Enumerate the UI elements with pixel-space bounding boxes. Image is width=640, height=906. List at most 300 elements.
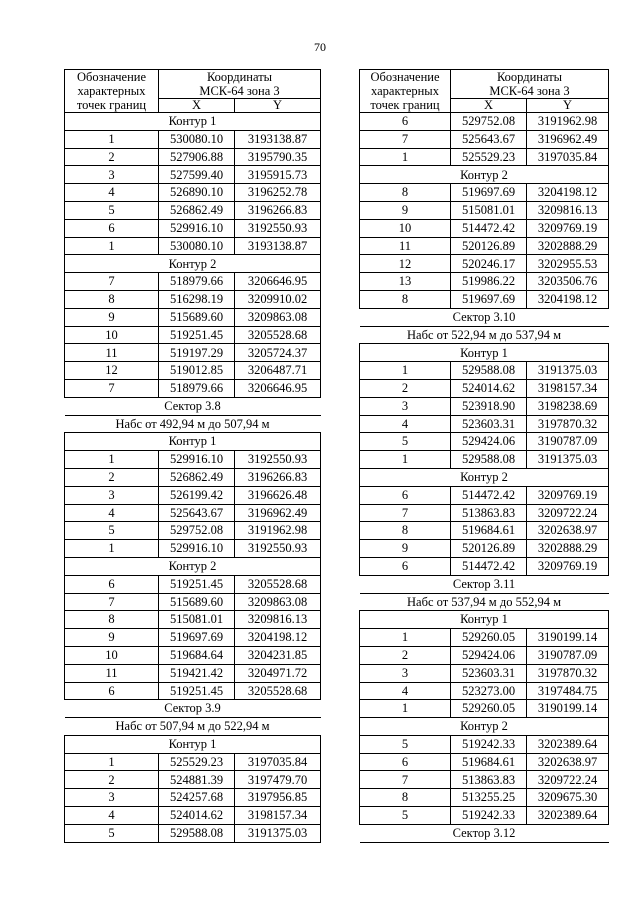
contour-label: Контур 2 [360, 468, 609, 486]
table-row [65, 290, 321, 308]
table-row [360, 753, 609, 771]
table-row [65, 486, 321, 504]
contour-row [360, 166, 609, 184]
y-coordinate-cell: 3197870.32 [527, 415, 609, 433]
y-coordinate-cell: 3190199.14 [527, 700, 609, 718]
page-number: 70 [314, 40, 326, 54]
y-coordinate-cell: 3206646.95 [235, 273, 321, 291]
contour-row [360, 344, 609, 362]
y-coordinate-cell: 3202389.64 [527, 735, 609, 753]
x-coordinate-cell: 515081.01 [451, 201, 527, 219]
x-coordinate-cell: 513255.25 [451, 789, 527, 807]
x-coordinate-cell: 519986.22 [451, 273, 527, 291]
coordinates-table-left [64, 69, 321, 843]
table-row [360, 397, 609, 415]
point-id-cell: 7 [65, 273, 159, 291]
x-coordinate-cell: 519251.45 [159, 575, 235, 593]
point-id-cell: 2 [65, 468, 159, 486]
x-coordinate-cell: 519242.33 [451, 807, 527, 825]
point-id-cell: 4 [65, 807, 159, 825]
x-coordinate-cell: 519697.69 [451, 290, 527, 308]
table-row [65, 148, 321, 166]
point-id-cell: 9 [360, 540, 451, 558]
x-coordinate-cell: 518979.66 [159, 273, 235, 291]
header-coordinates-title: Координаты [206, 70, 273, 85]
header-coordinates [451, 70, 609, 99]
point-id-cell: 1 [65, 540, 159, 558]
y-coordinate-cell: 3196626.48 [235, 486, 321, 504]
table-row [360, 379, 609, 397]
y-coordinate-cell: 3204198.12 [527, 290, 609, 308]
table-row [360, 807, 609, 825]
sector-label: Сектор 3.9 [65, 700, 321, 718]
point-id-cell: 7 [360, 130, 451, 148]
y-coordinate-cell: 3209910.02 [235, 290, 321, 308]
header-x: X [451, 99, 527, 113]
table-row [360, 646, 609, 664]
y-coordinate-cell: 3202888.29 [527, 540, 609, 558]
header-point-designation [65, 70, 159, 113]
y-coordinate-cell: 3209722.24 [527, 771, 609, 789]
point-id-cell: 6 [360, 753, 451, 771]
point-id-cell: 2 [65, 771, 159, 789]
y-coordinate-cell: 3196252.78 [235, 184, 321, 202]
y-coordinate-cell: 3198157.34 [527, 379, 609, 397]
point-id-cell: 5 [65, 522, 159, 540]
header-y: Y [527, 99, 609, 113]
y-coordinate-cell: 3209863.08 [235, 308, 321, 326]
y-coordinate-cell: 3202638.97 [527, 753, 609, 771]
y-coordinate-cell: 3202888.29 [527, 237, 609, 255]
point-id-cell: 5 [65, 824, 159, 842]
y-coordinate-cell: 3202638.97 [527, 522, 609, 540]
table-row [360, 290, 609, 308]
x-coordinate-cell: 515081.01 [159, 611, 235, 629]
table-row [360, 255, 609, 273]
y-coordinate-cell: 3203506.76 [527, 273, 609, 291]
x-coordinate-cell: 529588.08 [159, 824, 235, 842]
point-id-cell: 6 [360, 557, 451, 575]
point-id-cell: 5 [360, 807, 451, 825]
sector-label: Сектор 3.10 [360, 308, 609, 326]
y-coordinate-cell: 3198238.69 [527, 397, 609, 415]
table-row [360, 273, 609, 291]
point-id-cell: 9 [360, 201, 451, 219]
contour-row [65, 113, 321, 131]
x-coordinate-cell: 519251.45 [159, 326, 235, 344]
header-coordinates-title: Координаты [496, 70, 563, 85]
table-row [360, 557, 609, 575]
x-coordinate-cell: 515689.60 [159, 593, 235, 611]
table-row [360, 113, 609, 131]
point-id-cell: 4 [65, 504, 159, 522]
point-id-cell: 8 [360, 184, 451, 202]
y-coordinate-cell: 3191962.98 [527, 113, 609, 131]
y-coordinate-cell: 3204198.12 [235, 629, 321, 647]
y-coordinate-cell: 3206487.71 [235, 362, 321, 380]
table-row [65, 771, 321, 789]
x-coordinate-cell: 520126.89 [451, 237, 527, 255]
table-row [65, 130, 321, 148]
table-row [360, 682, 609, 700]
point-id-cell: 4 [360, 682, 451, 700]
sector-row [360, 575, 609, 593]
x-coordinate-cell: 519251.45 [159, 682, 235, 700]
point-id-cell: 4 [360, 415, 451, 433]
point-id-cell: 10 [65, 646, 159, 664]
point-id-cell: 13 [360, 273, 451, 291]
sector-row [360, 326, 609, 344]
x-coordinate-cell: 513863.83 [451, 504, 527, 522]
contour-label: Контур 2 [360, 718, 609, 736]
x-coordinate-cell: 525529.23 [159, 753, 235, 771]
sector-label: Набс от 522,94 м до 537,94 м [360, 326, 609, 344]
table-row [360, 130, 609, 148]
point-id-cell: 11 [360, 237, 451, 255]
contour-row [360, 718, 609, 736]
point-id-cell: 8 [65, 611, 159, 629]
y-coordinate-cell: 3209769.19 [527, 557, 609, 575]
y-coordinate-cell: 3192550.93 [235, 219, 321, 237]
sector-label: Набс от 507,94 м до 522,94 м [65, 718, 321, 736]
x-coordinate-cell: 513863.83 [451, 771, 527, 789]
table-row [65, 575, 321, 593]
point-id-cell: 2 [65, 148, 159, 166]
y-coordinate-cell: 3204971.72 [235, 664, 321, 682]
point-id-cell: 8 [360, 522, 451, 540]
x-coordinate-cell: 518979.66 [159, 379, 235, 397]
x-coordinate-cell: 519684.61 [451, 753, 527, 771]
y-coordinate-cell: 3205528.68 [235, 575, 321, 593]
y-coordinate-cell: 3209816.13 [235, 611, 321, 629]
y-coordinate-cell: 3198157.34 [235, 807, 321, 825]
y-coordinate-cell: 3209769.19 [527, 486, 609, 504]
y-coordinate-cell: 3191375.03 [235, 824, 321, 842]
x-coordinate-cell: 530080.10 [159, 237, 235, 255]
sector-row [360, 824, 609, 842]
x-coordinate-cell: 527906.88 [159, 148, 235, 166]
y-coordinate-cell: 3204198.12 [527, 184, 609, 202]
table-row [65, 362, 321, 380]
table-row [360, 362, 609, 380]
y-coordinate-cell: 3191375.03 [527, 451, 609, 469]
y-coordinate-cell: 3195790.35 [235, 148, 321, 166]
x-coordinate-cell: 529260.05 [451, 700, 527, 718]
table-body-right [360, 70, 609, 843]
y-coordinate-cell: 3196266.83 [235, 201, 321, 219]
table-row [65, 789, 321, 807]
table-row [65, 824, 321, 842]
table-row [360, 433, 609, 451]
table-row [360, 415, 609, 433]
point-id-cell: 2 [360, 646, 451, 664]
contour-label: Контур 2 [360, 166, 609, 184]
header-coordinates-system: МСК-64 зона 3 [199, 84, 280, 99]
point-id-cell: 7 [360, 771, 451, 789]
x-coordinate-cell: 529916.10 [159, 219, 235, 237]
header-point-line3: точек границ [370, 98, 440, 112]
table-row [360, 219, 609, 237]
table-row [65, 629, 321, 647]
x-coordinate-cell: 529260.05 [451, 629, 527, 647]
table-row [65, 237, 321, 255]
sector-label: Набс от 537,94 м до 552,94 м [360, 593, 609, 611]
contour-label: Контур 2 [65, 557, 321, 575]
contour-label: Контур 1 [360, 344, 609, 362]
y-coordinate-cell: 3205528.68 [235, 326, 321, 344]
point-id-cell: 7 [65, 593, 159, 611]
x-coordinate-cell: 523603.31 [451, 415, 527, 433]
table-row [360, 700, 609, 718]
y-coordinate-cell: 3195915.73 [235, 166, 321, 184]
x-coordinate-cell: 529916.10 [159, 540, 235, 558]
point-id-cell: 8 [360, 290, 451, 308]
x-coordinate-cell: 524014.62 [159, 807, 235, 825]
x-coordinate-cell: 526862.49 [159, 201, 235, 219]
x-coordinate-cell: 519242.33 [451, 735, 527, 753]
x-coordinate-cell: 529424.06 [451, 646, 527, 664]
y-coordinate-cell: 3204231.85 [235, 646, 321, 664]
x-coordinate-cell: 523273.00 [451, 682, 527, 700]
y-coordinate-cell: 3209722.24 [527, 504, 609, 522]
point-id-cell: 8 [360, 789, 451, 807]
contour-row [65, 557, 321, 575]
contour-row [65, 735, 321, 753]
y-coordinate-cell: 3202389.64 [527, 807, 609, 825]
point-id-cell: 9 [65, 308, 159, 326]
y-coordinate-cell: 3191375.03 [527, 362, 609, 380]
header-x: X [159, 99, 235, 113]
table-row [65, 522, 321, 540]
x-coordinate-cell: 520126.89 [451, 540, 527, 558]
y-coordinate-cell: 3190787.09 [527, 646, 609, 664]
x-coordinate-cell: 527599.40 [159, 166, 235, 184]
point-id-cell: 3 [65, 166, 159, 184]
point-id-cell: 1 [360, 629, 451, 647]
point-id-cell: 6 [360, 113, 451, 131]
contour-label: Контур 1 [360, 611, 609, 629]
table-row [360, 504, 609, 522]
table-row [65, 664, 321, 682]
header-point-line2: характерных [371, 84, 439, 98]
y-coordinate-cell: 3197484.75 [527, 682, 609, 700]
y-coordinate-cell: 3193138.87 [235, 130, 321, 148]
y-coordinate-cell: 3209816.13 [527, 201, 609, 219]
x-coordinate-cell: 524881.39 [159, 771, 235, 789]
table-row [65, 753, 321, 771]
x-coordinate-cell: 526890.10 [159, 184, 235, 202]
x-coordinate-cell: 525643.67 [451, 130, 527, 148]
y-coordinate-cell: 3205724.37 [235, 344, 321, 362]
point-id-cell: 6 [65, 219, 159, 237]
point-id-cell: 8 [65, 290, 159, 308]
table-row [65, 593, 321, 611]
table-row [360, 771, 609, 789]
table-row [360, 451, 609, 469]
x-coordinate-cell: 525643.67 [159, 504, 235, 522]
header-coordinates-system: МСК-64 зона 3 [489, 84, 570, 99]
point-id-cell: 3 [360, 664, 451, 682]
x-coordinate-cell: 524014.62 [451, 379, 527, 397]
point-id-cell: 1 [360, 451, 451, 469]
table-row [65, 807, 321, 825]
y-coordinate-cell: 3209863.08 [235, 593, 321, 611]
sector-row [360, 308, 609, 326]
table-row [360, 629, 609, 647]
x-coordinate-cell: 520246.17 [451, 255, 527, 273]
x-coordinate-cell: 519697.69 [159, 629, 235, 647]
x-coordinate-cell: 516298.19 [159, 290, 235, 308]
coordinates-table-right [359, 69, 609, 843]
x-coordinate-cell: 519197.29 [159, 344, 235, 362]
y-coordinate-cell: 3197035.84 [235, 753, 321, 771]
table-body-left [65, 70, 321, 843]
x-coordinate-cell: 519684.64 [159, 646, 235, 664]
contour-label: Контур 1 [65, 113, 321, 131]
point-id-cell: 6 [65, 575, 159, 593]
x-coordinate-cell: 519421.42 [159, 664, 235, 682]
table-row [360, 486, 609, 504]
table-row [360, 148, 609, 166]
contour-label: Контур 1 [65, 735, 321, 753]
y-coordinate-cell: 3197479.70 [235, 771, 321, 789]
contour-row [65, 433, 321, 451]
x-coordinate-cell: 526199.42 [159, 486, 235, 504]
table-row [360, 789, 609, 807]
header-point-designation [360, 70, 451, 113]
y-coordinate-cell: 3191962.98 [235, 522, 321, 540]
point-id-cell: 1 [65, 753, 159, 771]
contour-row [360, 611, 609, 629]
y-coordinate-cell: 3196962.49 [527, 130, 609, 148]
table-row [360, 201, 609, 219]
table-row [65, 219, 321, 237]
y-coordinate-cell: 3192550.93 [235, 540, 321, 558]
point-id-cell: 1 [360, 148, 451, 166]
table-row [65, 379, 321, 397]
table-row [360, 735, 609, 753]
table-row [360, 184, 609, 202]
sector-row [65, 718, 321, 736]
x-coordinate-cell: 514472.42 [451, 219, 527, 237]
table-row [65, 184, 321, 202]
table-row [360, 522, 609, 540]
x-coordinate-cell: 529588.08 [451, 362, 527, 380]
table-row [65, 611, 321, 629]
point-id-cell: 12 [65, 362, 159, 380]
header-point-line2: характерных [77, 84, 146, 98]
point-id-cell: 1 [65, 130, 159, 148]
point-id-cell: 9 [65, 629, 159, 647]
sector-row [65, 700, 321, 718]
sector-label: Набс от 492,94 м до 507,94 м [65, 415, 321, 433]
y-coordinate-cell: 3209769.19 [527, 219, 609, 237]
x-coordinate-cell: 515689.60 [159, 308, 235, 326]
point-id-cell: 11 [65, 664, 159, 682]
y-coordinate-cell: 3197870.32 [527, 664, 609, 682]
table-row [65, 326, 321, 344]
table-row [360, 664, 609, 682]
y-coordinate-cell: 3196962.49 [235, 504, 321, 522]
y-coordinate-cell: 3197035.84 [527, 148, 609, 166]
point-id-cell: 5 [360, 735, 451, 753]
x-coordinate-cell: 519684.61 [451, 522, 527, 540]
x-coordinate-cell: 519012.85 [159, 362, 235, 380]
x-coordinate-cell: 530080.10 [159, 130, 235, 148]
x-coordinate-cell: 529424.06 [451, 433, 527, 451]
sector-row [65, 415, 321, 433]
table-row [65, 646, 321, 664]
x-coordinate-cell: 529588.08 [451, 451, 527, 469]
point-id-cell: 1 [65, 237, 159, 255]
point-id-cell: 5 [360, 433, 451, 451]
point-id-cell: 3 [65, 789, 159, 807]
table-row [65, 504, 321, 522]
point-id-cell: 6 [360, 486, 451, 504]
point-id-cell: 10 [360, 219, 451, 237]
point-id-cell: 1 [360, 700, 451, 718]
point-id-cell: 1 [65, 451, 159, 469]
table-row [65, 166, 321, 184]
point-id-cell: 12 [360, 255, 451, 273]
table-row [65, 682, 321, 700]
table-row [65, 344, 321, 362]
contour-row [360, 468, 609, 486]
x-coordinate-cell: 519697.69 [451, 184, 527, 202]
x-coordinate-cell: 529752.08 [159, 522, 235, 540]
sector-label: Сектор 3.11 [360, 575, 609, 593]
point-id-cell: 10 [65, 326, 159, 344]
x-coordinate-cell: 523918.90 [451, 397, 527, 415]
x-coordinate-cell: 529752.08 [451, 113, 527, 131]
point-id-cell: 7 [65, 379, 159, 397]
header-point-line1: Обозначение [76, 70, 147, 84]
y-coordinate-cell: 3192550.93 [235, 451, 321, 469]
y-coordinate-cell: 3190787.09 [527, 433, 609, 451]
point-id-cell: 6 [65, 682, 159, 700]
contour-label: Контур 2 [65, 255, 321, 273]
table-row [360, 237, 609, 255]
y-coordinate-cell: 3202955.53 [527, 255, 609, 273]
point-id-cell: 11 [65, 344, 159, 362]
x-coordinate-cell: 525529.23 [451, 148, 527, 166]
contour-label: Контур 1 [65, 433, 321, 451]
x-coordinate-cell: 529916.10 [159, 451, 235, 469]
contour-row [65, 255, 321, 273]
table-row [360, 540, 609, 558]
sector-label: Сектор 3.8 [65, 397, 321, 415]
sector-row [360, 593, 609, 611]
x-coordinate-cell: 514472.42 [451, 486, 527, 504]
table-row [65, 468, 321, 486]
point-id-cell: 4 [65, 184, 159, 202]
table-row [65, 308, 321, 326]
header-coordinates [159, 70, 321, 99]
x-coordinate-cell: 526862.49 [159, 468, 235, 486]
sector-row [65, 397, 321, 415]
point-id-cell: 7 [360, 504, 451, 522]
header-point-line3: точек границ [76, 98, 147, 112]
x-coordinate-cell: 523603.31 [451, 664, 527, 682]
point-id-cell: 1 [360, 362, 451, 380]
x-coordinate-cell: 514472.42 [451, 557, 527, 575]
y-coordinate-cell: 3209675.30 [527, 789, 609, 807]
y-coordinate-cell: 3197956.85 [235, 789, 321, 807]
y-coordinate-cell: 3190199.14 [527, 629, 609, 647]
y-coordinate-cell: 3196266.83 [235, 468, 321, 486]
y-coordinate-cell: 3206646.95 [235, 379, 321, 397]
table-row [65, 273, 321, 291]
